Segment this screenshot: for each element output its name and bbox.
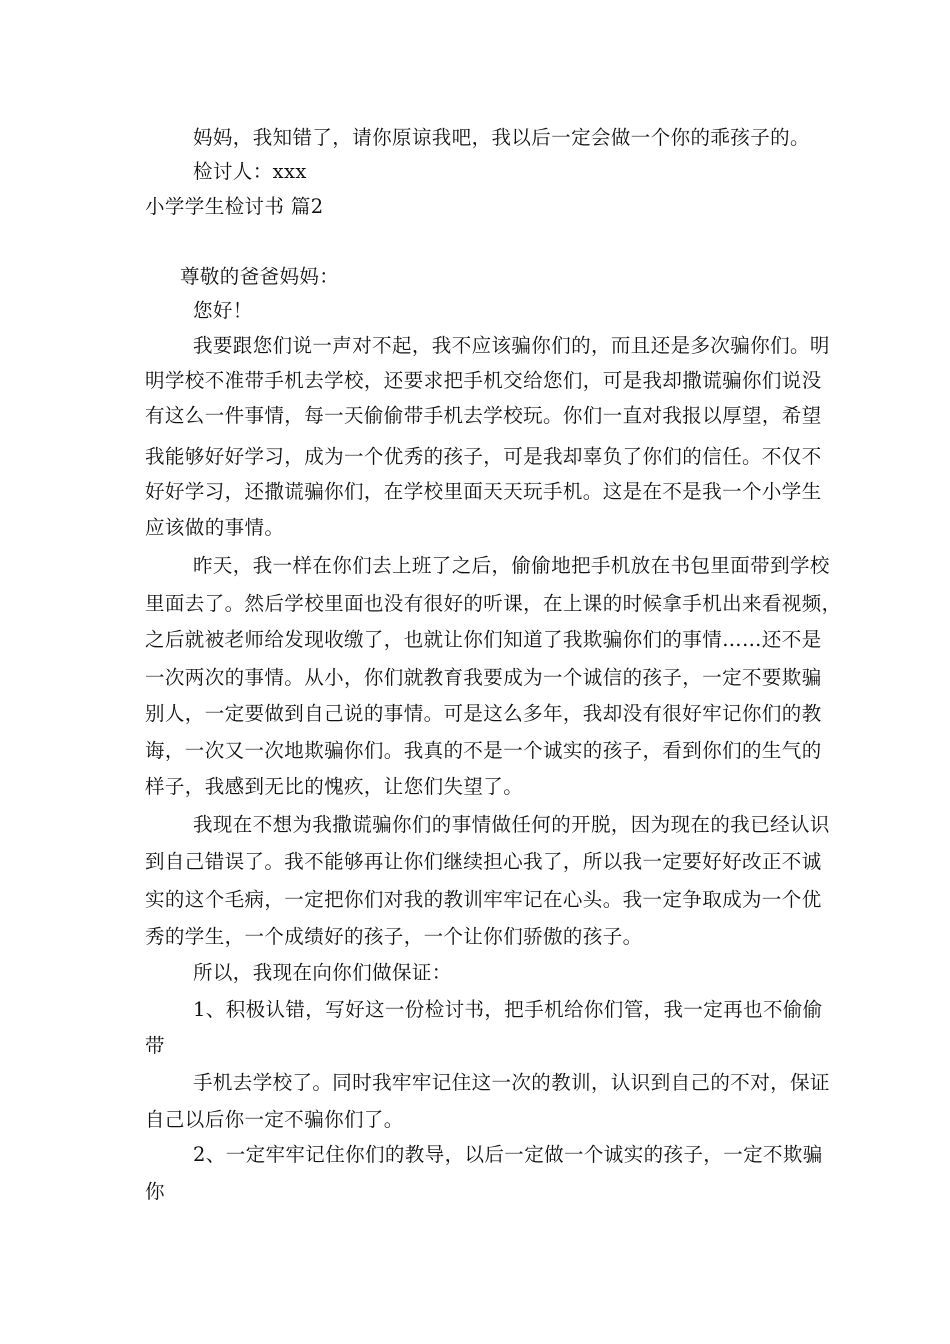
- section-heading: 小学学生检讨书 篇2: [145, 195, 324, 218]
- paragraph-line: 我要跟您们说一声对不起，我不应该骗你们的，而且还是多次骗你们。明: [193, 334, 830, 357]
- paragraph-line: 诲，一次又一次地欺骗你们。我真的不是一个诚实的孩子，看到你们的生气的: [145, 739, 822, 762]
- salutation: 尊敬的爸爸妈妈：: [180, 265, 340, 288]
- paragraph-line: 别人，一定要做到自己说的事情。可是这么多年，我却没有很好牢记你们的教: [145, 702, 822, 725]
- paragraph-line: 应该做的事情。: [145, 516, 285, 539]
- list-item-line: 你: [145, 1180, 165, 1203]
- paragraph-line: 到自己错误了。我不能够再让你们继续担心我了，所以我一定要好好改正不诚: [145, 850, 822, 873]
- paragraph-line: 所以，我现在向你们做保证：: [193, 961, 452, 984]
- list-item-line: 1、积极认错，写好这一份检讨书，把手机给你们管，我一定再也不偷偷: [193, 998, 823, 1021]
- list-item-line: 带: [145, 1034, 165, 1057]
- paragraph-line: 我能够好好学习，成为一个优秀的孩子，可是我却辜负了你们的信任。不仅不: [145, 445, 822, 468]
- paragraph-line: 之后就被老师给发现收缴了，也就让你们知道了我欺骗你们的事情……还不是: [145, 628, 822, 651]
- paragraph-line: 里面去了。然后学校里面也没有很好的听课，在上课的时候拿手机出来看视频，: [145, 592, 842, 615]
- list-item-line: 2、一定牢牢记住你们的教导，以后一定做一个诚实的孩子，一定不欺骗: [193, 1143, 823, 1166]
- paragraph-line: 昨天，我一样在你们去上班了之后，偷偷地把手机放在书包里面带到学校: [193, 554, 830, 577]
- paragraph-line: 实的这个毛病，一定把你们对我的教训牢牢记在心头。我一定争取成为一个优: [145, 888, 822, 911]
- greeting: 您好！: [193, 299, 253, 322]
- paragraph-line: 妈妈，我知错了，请你原谅我吧，我以后一定会做一个你的乖孩子的。: [193, 126, 810, 149]
- signature-line: 检讨人：xxx: [193, 160, 307, 183]
- list-item-line: 手机去学校了。同时我牢牢记住这一次的教训，认识到自己的不对，保证: [193, 1071, 830, 1094]
- paragraph-line: 明学校不准带手机去学校，还要求把手机交给您们，可是我却撒谎骗你们说没: [145, 369, 822, 392]
- list-item-line: 自己以后你一定不骗你们了。: [145, 1108, 404, 1131]
- paragraph-line: 一次两次的事情。从小，你们就教育我要成为一个诚信的孩子，一定不要欺骗: [145, 666, 822, 689]
- paragraph-line: 我现在不想为我撒谎骗你们的事情做任何的开脱，因为现在的我已经认识: [193, 813, 830, 836]
- paragraph-line: 有这么一件事情，每一天偷偷带手机去学校玩。你们一直对我报以厚望，希望: [145, 404, 822, 427]
- paragraph-line: 样子，我感到无比的愧疚，让您们失望了。: [145, 775, 524, 798]
- paragraph-line: 秀的学生，一个成绩好的孩子，一个让你们骄傲的孩子。: [145, 925, 643, 948]
- paragraph-line: 好好学习，还撒谎骗你们，在学校里面天天玩手机。这是在不是我一个小学生: [145, 480, 822, 503]
